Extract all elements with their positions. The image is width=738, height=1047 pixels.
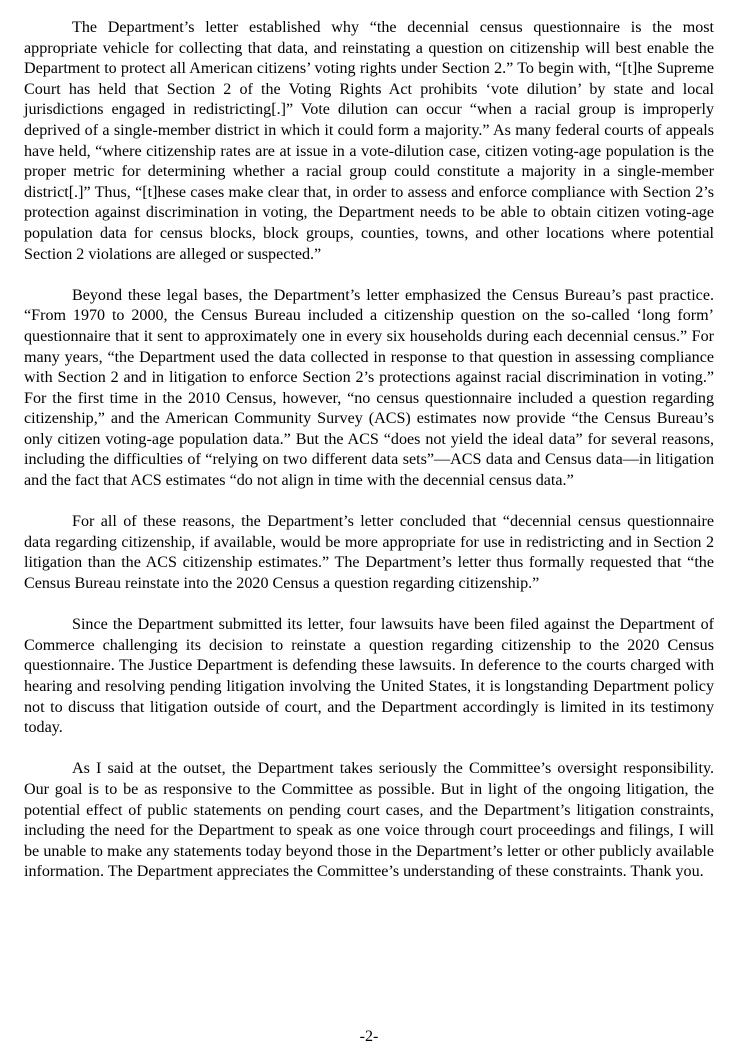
paragraph-lawsuits: Since the Department submitted its letter, four lawsuits have been filed against the Department of Commerce challenging its decision to reinstate a question regarding citizenship to the 2020 Census questionnaire. The Justice Department is defending these lawsuits. In deference to the courts charged with hearing and resolving pending litigation involving the United States, it is longstanding Department policy not to discuss that litigation outside of court, and the Department accordingly is limited in its testimony today. xyxy=(24,616,714,737)
page-number: -2- xyxy=(359,1028,379,1045)
document-page xyxy=(24,18,714,904)
paragraph-past-practice: Beyond these legal bases, the Department’s letter emphasized the Census Bureau’s past practice. “From 1970 to 2000, the Census Bureau included a citizenship question on the so-called ‘long form’ questionnaire that it sent to approximately one in every six households during each decennial census.” For many years, “the Department used the data collected in response to that question in assessing compliance with Section 2 and in litigation to enforce Section 2’s protections against racial discrimination in voting.” For the first time in the 2010 Census, however, “no census questionnaire included a question regarding citizenship,” and the American Community Survey (ACS) estimates now provide “the Census Bureau’s only citizen voting-age population data.” But the ACS “does not yield the ideal data” for several reasons, including the difficulties of “relying on two different data sets”—ACS data and Census data—in litigation and the fact that ACS estimates “do not align in time with the decennial census data.” xyxy=(24,286,714,490)
paragraph-conclusion: For all of these reasons, the Department’s letter concluded that “decennial census questionnaire data regarding citizenship, if available, would be more appropriate for use in redistricting and in Section 2 litigation than the ACS citizenship estimates.” The Department’s letter thus formally requested that “the Census Bureau reinstate into the 2020 Census a question regarding citizenship.” xyxy=(24,513,714,593)
paragraph-department-letter: The Department’s letter established why “the decennial census questionnaire is the most appropriate vehicle for collecting that data, and reinstating a question on citizenship will best enable the Department to protect all American citizens’ voting rights under Section 2.” To begin with, “[t]he Supreme Court has held that Section 2 of the Voting Rights Act prohibits ‘vote dilution’ by state and local jurisdictions engaged in redistricting[.]” Vote dilution can occur “when a racial group is improperly deprived of a single-member district in which it could form a majority.” As many federal courts of appeals have held, “where citizenship rates are at issue in a vote-dilution case, citizen voting-age population is the proper metric for determining whether a racial group could constitute a majority in a single-member district[.]” Thus, “[t]hese cases make clear that, in order to assess and enforce compliance with Section 2’s protection against discrimination in voting, the Department needs to be able to obtain citizen voting-age population data for census blocks, block groups, counties, towns, and other locations where potential Section 2 violations are alleged or suspected.” xyxy=(24,19,714,263)
paragraph-closing: As I said at the outset, the Department takes seriously the Committee’s oversight responsibility. Our goal is to be as responsive to the Committee as possible. But in light of the ongoing litigation, the potential effect of public statements on pending court cases, and the Department’s litigation constraints, including the need for the Department to speak as one voice through court proceedings and filings, I will be unable to make any statements today beyond those in the Department’s letter or other publicly available information. The Department appreciates the Committee’s understanding of these constraints. Thank you. xyxy=(24,760,714,881)
